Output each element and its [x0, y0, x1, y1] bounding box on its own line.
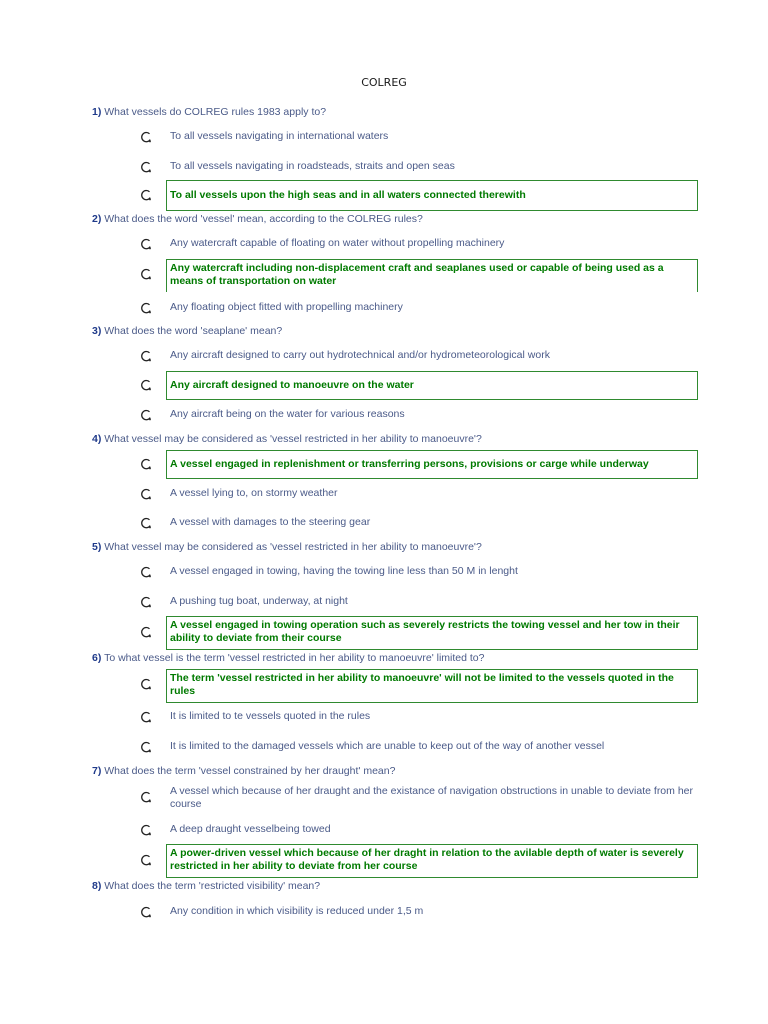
radio-button-icon[interactable]: [140, 488, 152, 500]
question-7: [92, 765, 395, 777]
question-text: What vessels do COLREG rules 1983 apply to?: [101, 106, 327, 118]
radio-button-icon[interactable]: [140, 626, 152, 638]
radio-button-icon[interactable]: [140, 678, 152, 690]
radio-button-icon[interactable]: [140, 131, 152, 143]
option-text: A vessel engaged in towing operation such as severely restricts the towing vessel and her tow in their ability to deviate from their course: [170, 619, 680, 644]
option-text: It is limited to the damaged vessels which are unable to keep out of the way of another vessel: [170, 740, 605, 752]
option-text: A power-driven vessel which because of her draght in relation to the avilable depth of water is severely restricted in her ability to deviate from her course: [170, 847, 684, 872]
option-text: Any aircraft designed to carry out hydrotechnical and/or hydrometeorological work: [170, 349, 550, 361]
question-text: What does the word 'vessel' mean, according to the COLREG rules?: [101, 213, 423, 225]
option-text: A deep draught vesselbeing towed: [170, 823, 331, 835]
option-text: Any aircraft being on the water for various reasons: [170, 408, 405, 420]
option-text: A vessel lying to, on stormy weather: [170, 487, 338, 499]
radio-button-icon[interactable]: [140, 379, 152, 391]
question-text: To what vessel is the term 'vessel restricted in her ability to manoeuvre' limited to?: [101, 652, 485, 664]
question-1: [92, 106, 326, 118]
option-text: A vessel engaged in towing, having the towing line less than 50 M in lenght: [170, 565, 518, 577]
option-text: A pushing tug boat, underway, at night: [170, 595, 348, 607]
option-text: Any aircraft designed to manoeuvre on the water: [170, 379, 414, 391]
radio-button-icon[interactable]: [140, 854, 152, 866]
question-number: 6): [92, 652, 102, 664]
radio-button-icon[interactable]: [140, 302, 152, 314]
radio-button-icon[interactable]: [140, 741, 152, 753]
radio-button-icon[interactable]: [140, 566, 152, 578]
question-text: What vessel may be considered as 'vessel restricted in her ability to manoeuvre'?: [101, 433, 482, 445]
question-text: What vessel may be considered as 'vessel restricted in her ability to manoeuvre'?: [101, 541, 482, 553]
question-number: 8): [92, 880, 102, 892]
question-8: [92, 880, 320, 892]
radio-button-icon[interactable]: [140, 409, 152, 421]
option-text: The term 'vessel restricted in her ability to manoeuvre' will not be limited to the vessels quoted in the rules: [170, 672, 674, 697]
radio-button-icon[interactable]: [140, 824, 152, 836]
option-text: Any watercraft capable of floating on water without propelling machinery: [170, 237, 505, 249]
question-text: What does the term 'restricted visibility' mean?: [101, 880, 321, 892]
radio-button-icon[interactable]: [140, 238, 152, 250]
question-5: [92, 541, 482, 553]
question-4: [92, 433, 482, 445]
question-text: What does the word 'seaplane' mean?: [101, 325, 283, 337]
option-text: A vessel engaged in replenishment or transferring persons, provisions or carge while underway: [170, 458, 649, 470]
radio-button-icon[interactable]: [140, 189, 152, 201]
question-6: [92, 652, 485, 664]
radio-button-icon[interactable]: [140, 711, 152, 723]
radio-button-icon[interactable]: [140, 458, 152, 470]
question-number: 4): [92, 433, 102, 445]
option-text: Any watercraft including non-displacement craft and seaplanes used or capable of being used as a means of transportation on water: [170, 262, 664, 287]
question-number: 2): [92, 213, 102, 225]
radio-button-icon[interactable]: [140, 906, 152, 918]
option-text: A vessel which because of her draught and the existance of navigation obstructions in unable to deviate from her course: [170, 785, 693, 810]
radio-button-icon[interactable]: [140, 596, 152, 608]
radio-button-icon[interactable]: [140, 268, 152, 280]
question-number: 5): [92, 541, 102, 553]
radio-button-icon[interactable]: [140, 791, 152, 803]
option-text: To all vessels navigating in roadsteads, straits and open seas: [170, 160, 455, 172]
question-text: What does the term 'vessel constrained by her draught' mean?: [101, 765, 396, 777]
option-text: To all vessels navigating in international waters: [170, 130, 389, 142]
option-text: A vessel with damages to the steering gear: [170, 516, 371, 528]
question-number: 7): [92, 765, 102, 777]
radio-button-icon[interactable]: [140, 517, 152, 529]
question-number: 1): [92, 106, 102, 118]
radio-button-icon[interactable]: [140, 350, 152, 362]
radio-button-icon[interactable]: [140, 161, 152, 173]
option-text: Any condition in which visibility is reduced under 1,5 m: [170, 905, 424, 917]
option-text: It is limited to te vessels quoted in the rules: [170, 710, 371, 722]
question-3: [92, 325, 282, 337]
question-2: [92, 213, 423, 225]
option-text: To all vessels upon the high seas and in all waters connected therewith: [170, 189, 526, 201]
question-number: 3): [92, 325, 102, 337]
option-text: Any floating object fitted with propelling machinery: [170, 301, 403, 313]
page-title: COLREG: [361, 76, 407, 89]
